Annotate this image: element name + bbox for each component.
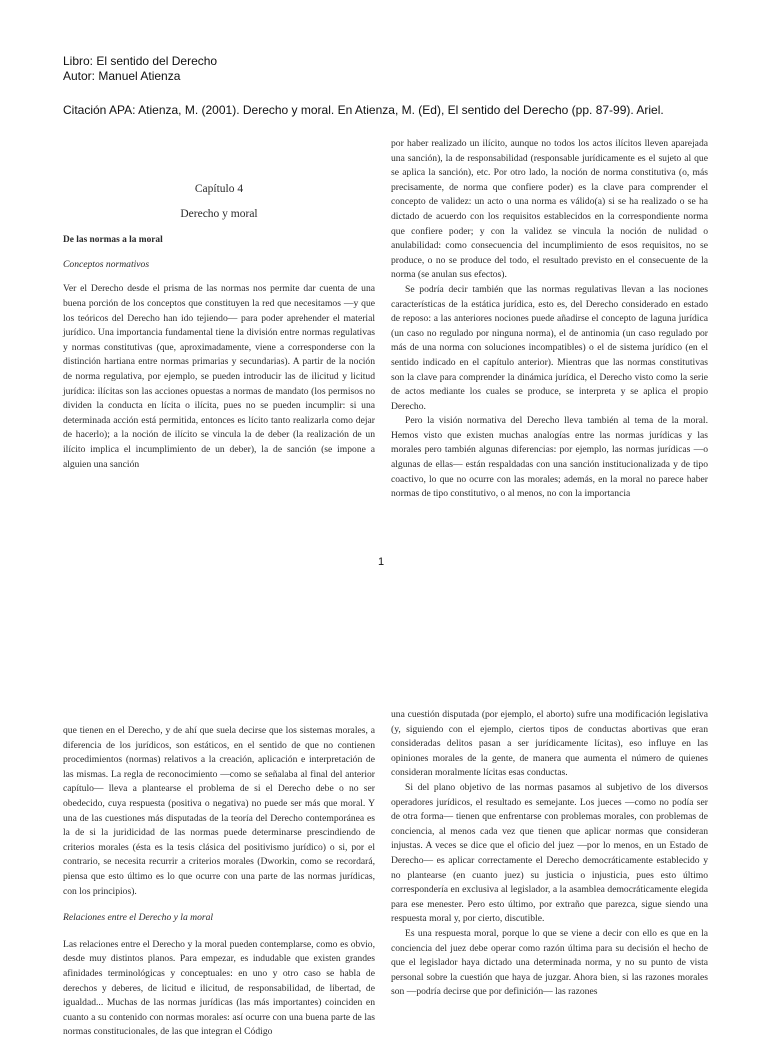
- paragraph: por haber realizado un ilícito, aunque no todos los actos ilícitos lleven aparejada una sanción), la de responsabilidad (responsable jurídicamente es el sujeto al que se aplica la sanción), etc. Por otro lado, la noción de norma constitutiva (o, más precisamente, de norma que confiere poder) es la clave para comprender el concepto de validez: un acto o una norma es válido(a) si se ha realizado o se ha dictado de acuerdo con los requisitos establecidos en la correspondiente norma que confiere poder; y con la validez se vincula la noción de nulidad o anulabilidad: como consecuencia del incumplimiento de esos requisitos, no se produce, o no se produce del todo, el resultado previsto en el consecuente de la norma (se anulan sus efectos).: [391, 138, 708, 281]
- page2-left-column: [63, 724, 375, 1040]
- subsection-heading: Relaciones entre el Derecho y la moral: [63, 912, 214, 924]
- paragraph: Es una respuesta moral, porque lo que se viene a decir con ello es que en la conciencia del juez debe operar como razón última para su decisión el hecho de que el legislador haya dictado una determinada norma, y no su punto de vista personal sobre la cuestión que haya de juzgar. Ahora bien, si las razones morales son —podría decirse que por definición— las razones: [391, 927, 708, 998]
- paragraph: Pero la visión normativa del Derecho lleva también al tema de la moral. Hemos visto que existen muchas analogías entre las normas jurídicas y las morales pero también algunas diferencias: por ejemplo, las normas jurídicas —o algunas de ellas— están respaldadas con una sanción institucionalizada y de tipo coactivo, lo que no ocurre con las morales; además, en la moral no parece haber normas de tipo constitutivo, o al menos, no con la importancia: [391, 415, 708, 500]
- chapter-title: Derecho y moral: [180, 207, 258, 220]
- page2-right-column: [391, 708, 708, 1000]
- subsection-heading: Conceptos normativos: [63, 258, 150, 270]
- paragraph: Si del plano objetivo de las normas pasamos al subjetivo de los diversos operadores jurídicos, el resultado es semejante. Los jueces —como no podía ser de otra forma— tienen que enfrentarse con problemas morales, con problemas de conciencia, al menos cada vez que tienen que aplicar normas que consideran injustas. A veces se dice que el oficio del juez —por lo menos, en un Estado de Derecho— es aplicar correctamente el Derecho democráticamente establecido y no plantearse (en cuanto juez) su justicia o injusticia, pues esto último correspondería en exclusiva al legislador, a la asamblea democráticamente elegida para ese menester. Pero esto último, por extraño que parezca, sigue siendo una respuesta moral y, por cierto, discutible.: [391, 781, 708, 925]
- apa-citation: Citación APA: Atienza, M. (2001). Derecho y moral. En Atienza, M. (Ed), El sentido del Derecho (pp. 87-99). Ariel.: [63, 103, 664, 117]
- page1-right-column: [391, 137, 708, 502]
- paragraph: Se podría decir también que las normas regulativas llevan a las nociones características de la estática jurídica, esto es, del Derecho considerado en estado de reposo: a las anteriores nociones puede añadirse el concepto de laguna jurídica (un caso no regulado por ninguna norma), el de antinomia (un caso regulado por más de una norma con soluciones incompatibles) o el de sistema jurídico (en el sentido indicado en el capítulo anterior). Mientras que las normas constitutivas son la clave para comprender la dinámica jurídica, el Derecho visto como la serie de actos mediante los cuales se produce, se interpreta y se aplica el propio Derecho.: [391, 283, 708, 412]
- paragraph: que tienen en el Derecho, y de ahí que suela decirse que los sistemas morales, a diferencia de los jurídicos, son estáticos, en el sentido de que no contienen procedimientos (normas) relativos a la creación, aplicación e interpretación de las mismas. La regla de reconocimiento —como se señalaba al final del anterior capítulo— lleva a plantearse el problema de si el Derecho debe o no ser obedecido, cuya respuesta (positiva o negativa) no puede ser más que moral. Y una de las cuestiones más disputadas de la teoría del Derecho contemporánea es la de si la juridicidad de las normas puede determinarse prescindiendo de criterios morales (ésta es la tesis clásica del positivismo jurídico) o si, por el contrario, se necesita recurrir a criterios morales (Dworkin, como se recordará, piensa que esto último es lo que ocurre con una parte de las normas jurídicas, con los principios).: [63, 725, 375, 897]
- section-heading: De las normas a la moral: [63, 235, 163, 246]
- paragraph: una cuestión disputada (por ejemplo, el aborto) sufre una modificación legislativa (y, siguiendo con el ejemplo, ciertos tipos de conductas abortivas que eran consideradas delitos pasan a ser jurídicamente lícitas), eso influye en las opiniones morales de la gente, de manera que aumenta el número de quienes consideran moralmente lícitas esas conductas.: [391, 709, 708, 779]
- author-line: Autor: Manuel Atienza: [63, 68, 181, 83]
- paragraph: Las relaciones entre el Derecho y la moral pueden contemplarse, como es obvio, desde muy distintos planos. Para empezar, es indudable que existen grandes afinidades terminológicas y conceptuales: en uno y otro caso se habla de derechos y deberes, de licitud e ilicitud, de responsabilidad, de libertad, de igualdad... Muchas de las normas jurídicas (las más importantes) coinciden en cuanto a su contenido con normas morales: así ocurre con una buena parte de las normas constitucionales, de las que integran el Código: [63, 938, 375, 1038]
- page-number: 1: [378, 556, 385, 568]
- citation-header: [63, 54, 723, 118]
- paragraph: Ver el Derecho desde el prisma de las normas nos permite dar cuenta de una buena porción de los conceptos que constituyen la red que necesitamos —y que los teóricos del Derecho han ido tejiendo— para poder aprehender el material jurídico. Una importancia fundamental tiene la división entre normas regulativas y normas constitutivas (que, aproximadamente, viene a corresponderse con la distinción hartiana entre normas primarias y secundarias). A partir de la noción de norma regulativa, por ejemplo, se pueden introducir las de ilicitud y licitud jurídica: ilícitas son las acciones opuestas a normas de mandato (los permisos no dividen la conducta en lícita o ilícita, pues no se pueden incumplir: si una determinada acción está permitida, entonces es lícito tanto realizarla como dejar de hacerlo); a la noción de ilícito se vincula la de deber (la realización de un ilícito implica el incumplimiento de un deber), la de sanción (se impone a alguien una sanción: [63, 283, 375, 470]
- page1-left-column: [63, 182, 375, 472]
- book-line: Libro: El sentido del Derecho: [63, 54, 218, 68]
- chapter-label: Capítulo 4: [194, 183, 244, 195]
